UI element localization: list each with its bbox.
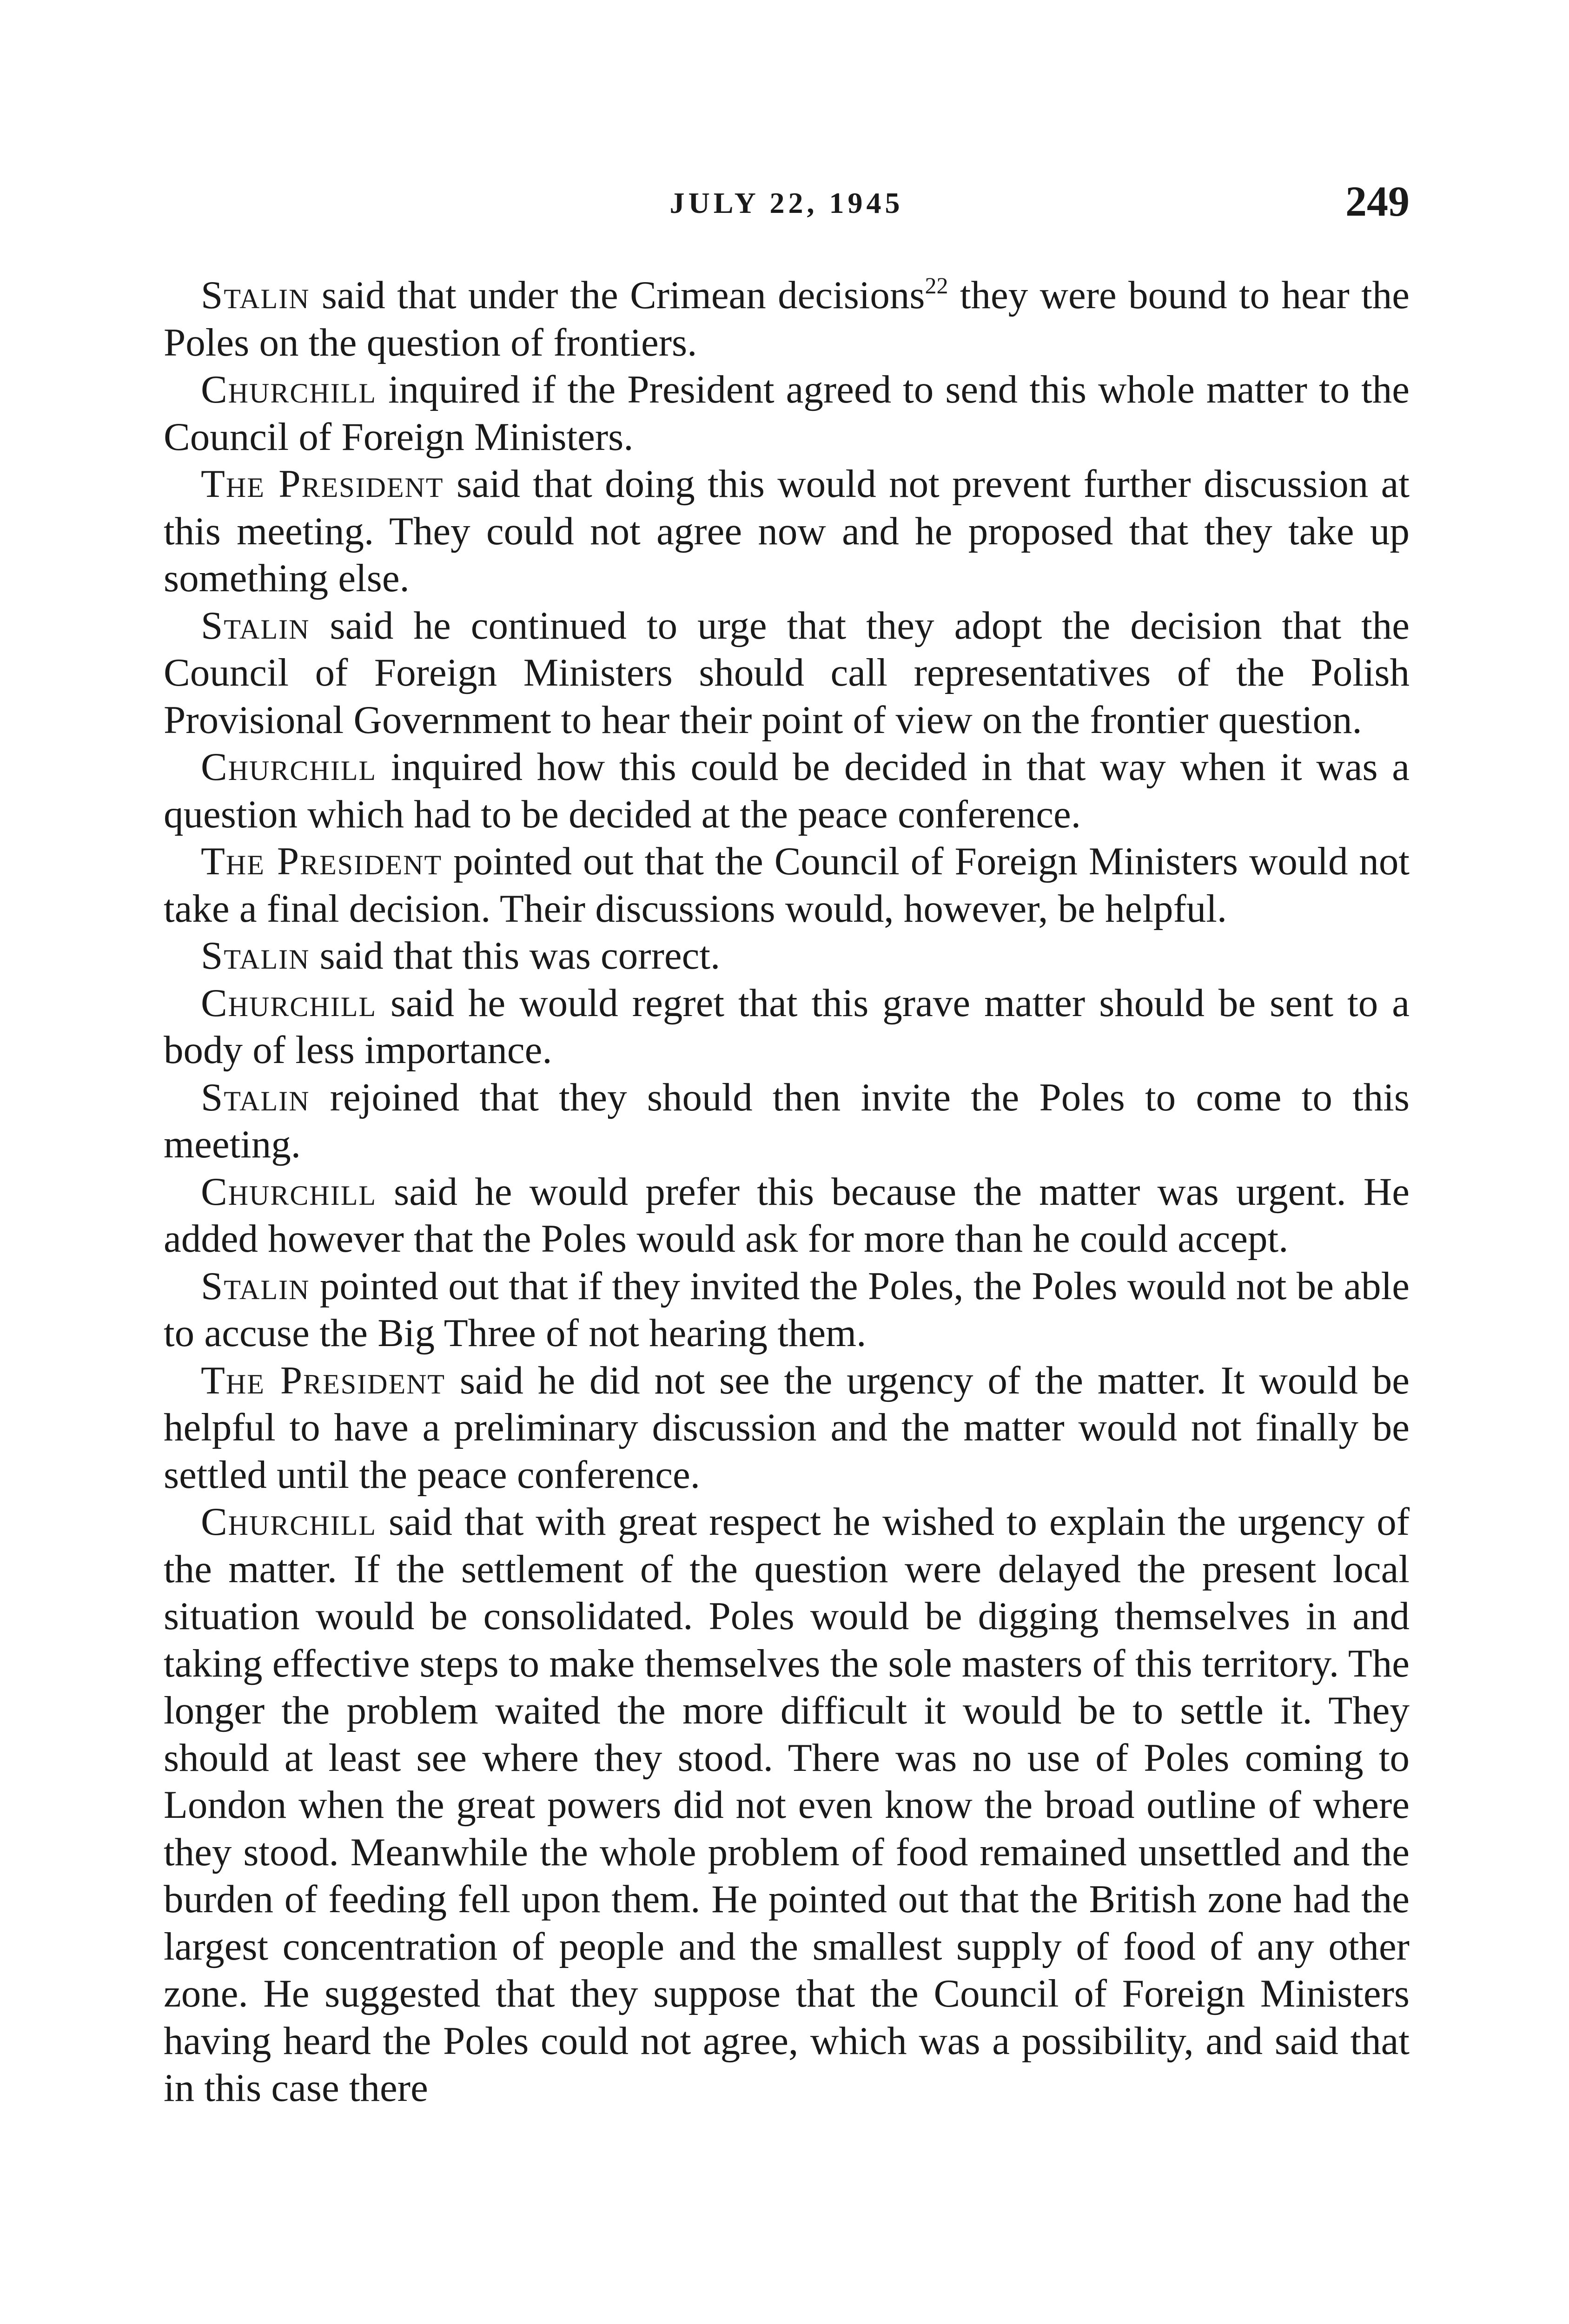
paragraph bbox=[164, 1357, 1410, 1499]
paragraph bbox=[164, 980, 1410, 1074]
paragraph bbox=[164, 602, 1410, 744]
paragraph bbox=[164, 1499, 1410, 2112]
paragraph bbox=[164, 1263, 1410, 1357]
speaker-name: Churchill bbox=[201, 368, 377, 411]
page-header bbox=[164, 177, 1410, 232]
paragraph bbox=[164, 272, 1410, 366]
paragraph-text: said that this was correct. bbox=[319, 934, 721, 977]
speaker-name: Stalin bbox=[201, 603, 310, 647]
paragraph-text: inquired if the President agreed to send this whole matter to the Council of Foreign Ministers. bbox=[164, 368, 1410, 459]
speaker-name: Churchill bbox=[201, 1500, 377, 1544]
speaker-name: Churchill bbox=[201, 1169, 377, 1214]
speaker-name: Stalin bbox=[201, 1264, 310, 1308]
body-text bbox=[164, 272, 1410, 2112]
paragraph bbox=[164, 1074, 1410, 1169]
paragraph-text: said that with great respect he wished to explain the urgency of the matter. If the settlement of the question were delayed the present local situation would be consolidated. Poles would be digging themselves in and taking effective steps to make themselves the sole masters of this territory. The longer the problem waited the more difficult it would be to settle it. They should at least see where they stood. There was no use of Poles coming to London when the great powers did not even know the broad outline of where they stood. Meanwhile the whole problem of food remained unsettled and the burden of feeding fell upon them. He pointed out that the British zone had the largest concentration of people and the smallest supply of food of any other zone. He suggested that they suppose that the Council of Foreign Ministers having heard the Poles could not agree, which was a possibility, and said that in this case there bbox=[164, 1500, 1410, 2110]
paragraph-text: said he would prefer this because the matter was urgent. He added however that the Poles would ask for more than he could accept. bbox=[164, 1169, 1410, 1261]
paragraph-text: said that doing this would not prevent further discussion at this meeting. They could not agree now and he proposed that they take up something else. bbox=[164, 462, 1410, 600]
paragraph-text: said he continued to urge that they adopt the decision that the Council of Foreign Ministers should call representatives of the Polish Provisional Government to hear their point of view on the frontier question. bbox=[164, 603, 1410, 742]
page-number: 249 bbox=[1345, 178, 1410, 225]
paragraph-text: pointed out that if they invited the Poles, the Poles would not be able to accuse the Big Three of not hearing them. bbox=[164, 1264, 1410, 1355]
paragraph bbox=[164, 1169, 1410, 1263]
paragraph-text: pointed out that the Council of Foreign Ministers would not take a final decision. Their discussions would, however, be helpful. bbox=[164, 839, 1410, 931]
running-head: JULY 22, 1945 bbox=[669, 186, 904, 219]
speaker-name: The President bbox=[201, 839, 443, 883]
speaker-name: The President bbox=[201, 462, 444, 506]
speaker-name: Churchill bbox=[201, 981, 377, 1025]
paragraph bbox=[164, 744, 1410, 838]
paragraph bbox=[164, 838, 1410, 932]
footnote-reference: 22 bbox=[925, 272, 948, 298]
paragraph-text: inquired how this could be decided in that way when it was a question which had to be decided at the peace conference. bbox=[164, 745, 1410, 836]
speaker-name: Stalin bbox=[201, 1075, 310, 1119]
paragraph bbox=[164, 366, 1410, 461]
paragraph-text: said that under the Crimean decisions bbox=[321, 273, 925, 317]
paragraph bbox=[164, 461, 1410, 602]
paragraph-text: said he would regret that this grave matter should be sent to a body of less importance. bbox=[164, 981, 1410, 1072]
paragraph-text: they were bound to hear the Poles on the question of frontiers. bbox=[164, 273, 1410, 364]
speaker-name: Stalin bbox=[201, 273, 310, 317]
speaker-name: Stalin bbox=[201, 934, 310, 977]
speaker-name: The President bbox=[201, 1358, 446, 1402]
paragraph-text: rejoined that they should then invite the Poles to come to this meeting. bbox=[164, 1075, 1410, 1166]
speaker-name: Churchill bbox=[201, 745, 377, 789]
paragraph bbox=[164, 932, 1410, 980]
paragraph-text: said he did not see the urgency of the matter. It would be helpful to have a preliminary discussion and the matter would not finally be settled until the peace conference. bbox=[164, 1358, 1410, 1497]
